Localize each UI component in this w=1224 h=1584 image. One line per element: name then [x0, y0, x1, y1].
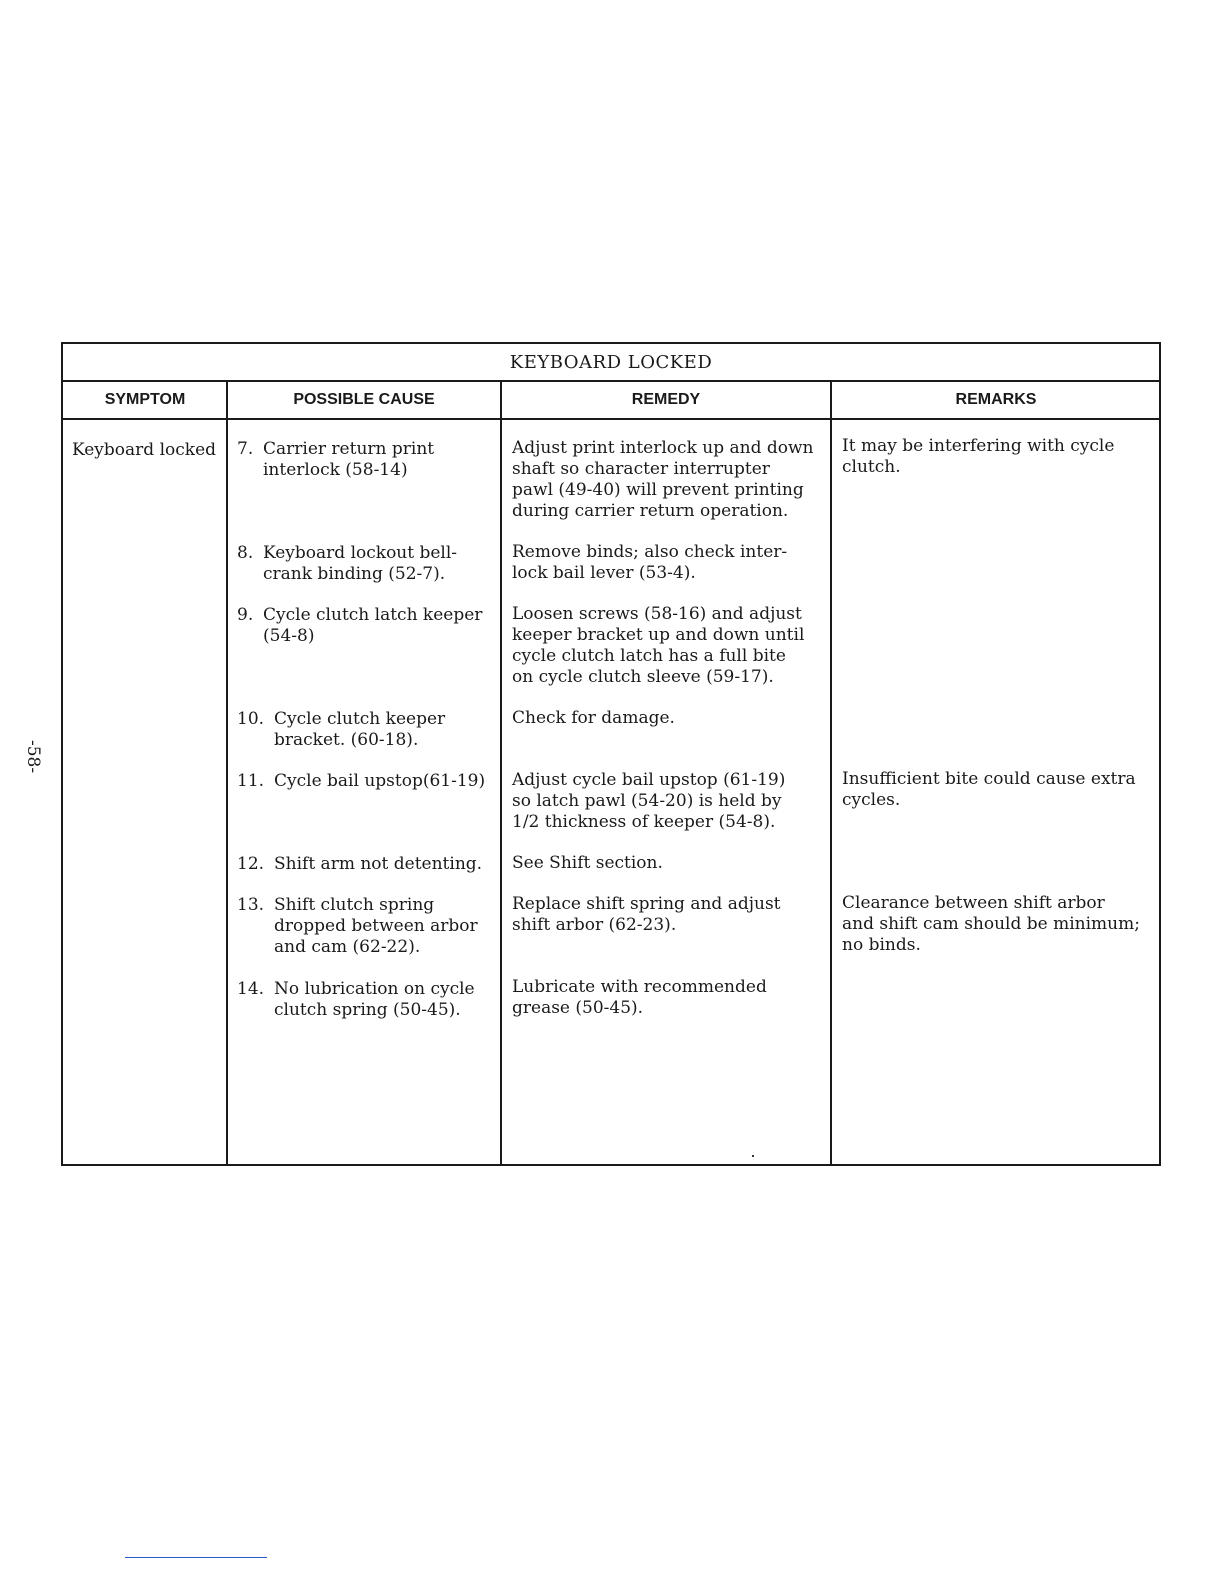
remedy-line: See Shift section. — [512, 853, 663, 873]
cause-number: 12. — [237, 854, 265, 874]
cause-cell — [237, 709, 499, 751]
remedy-line: Lubricate with recommended — [512, 977, 767, 997]
remarks-cell — [842, 893, 1162, 956]
remarks-line: no binds. — [842, 935, 921, 955]
footer-rule — [125, 1557, 267, 1558]
remedy-line: during carrier return operation. — [512, 501, 789, 521]
cause-line: interlock (58-14) — [263, 460, 408, 480]
remedy-line: cycle clutch latch has a full bite — [512, 646, 786, 666]
remedy-line: Adjust print interlock up and down — [512, 438, 814, 458]
remedy-line: Adjust cycle bail upstop (61-19) — [512, 770, 786, 790]
cause-number: 10. — [237, 709, 265, 729]
cause-line: crank binding (52-7). — [263, 564, 446, 584]
remarks-line: clutch. — [842, 457, 901, 477]
remedy-cell — [512, 438, 832, 522]
cause-line: Shift clutch spring — [274, 895, 435, 915]
remedy-cell — [512, 894, 832, 936]
cause-line: dropped between arbor — [274, 916, 478, 936]
cause-line: clutch spring (50-45). — [274, 1000, 461, 1020]
cause-cell — [237, 771, 499, 792]
remedy-cell — [512, 770, 832, 833]
remedy-line: lock bail lever (53-4). — [512, 563, 696, 583]
column-divider — [226, 382, 228, 1164]
remarks-line: Clearance between shift arbor — [842, 893, 1105, 913]
header-symptom: SYMPTOM — [104, 391, 186, 408]
remarks-line: cycles. — [842, 790, 901, 810]
remedy-line: 1/2 thickness of keeper (54-8). — [512, 812, 776, 832]
cause-cell — [237, 854, 499, 875]
cause-line: and cam (62-22). — [274, 937, 421, 957]
remarks-cell — [842, 436, 1162, 478]
cause-line: (54-8) — [263, 626, 315, 646]
cause-cell — [237, 895, 499, 958]
remedy-line: shift arbor (62-23). — [512, 915, 677, 935]
remedy-line: on cycle clutch sleeve (59-17). — [512, 667, 774, 687]
troubleshooting-table — [61, 342, 1161, 1166]
cause-line: Cycle clutch latch keeper — [263, 605, 483, 625]
cause-line: No lubrication on cycle — [274, 979, 475, 999]
cause-cell — [237, 979, 499, 1021]
remarks-cell — [842, 769, 1162, 811]
remedy-line: pawl (49-40) will prevent printing — [512, 480, 804, 500]
cause-line: bracket. (60-18). — [274, 730, 419, 750]
remedy-line: Replace shift spring and adjust — [512, 894, 781, 914]
cause-number: 7. — [237, 439, 254, 459]
cause-line: Cycle clutch keeper — [274, 709, 446, 729]
remedy-cell — [512, 708, 832, 729]
cause-line: Cycle bail upstop(61-19) — [274, 771, 486, 791]
page-number: -58- — [23, 740, 43, 774]
scan-speck — [752, 1155, 754, 1157]
remedy-cell — [512, 542, 832, 584]
column-divider — [500, 382, 502, 1164]
remedy-cell — [512, 604, 832, 688]
symptom-cell: Keyboard locked — [72, 440, 217, 460]
remarks-line: and shift cam should be minimum; — [842, 914, 1140, 934]
remedy-line: Remove binds; also check inter- — [512, 542, 788, 562]
remedy-line: keeper bracket up and down until — [512, 625, 805, 645]
cause-number: 13. — [237, 895, 265, 915]
header-possible-cause: POSSIBLE CAUSE — [293, 391, 435, 408]
table-title: KEYBOARD LOCKED — [63, 344, 1159, 382]
remedy-cell — [512, 977, 832, 1019]
cause-cell — [237, 543, 499, 585]
cause-cell — [237, 439, 499, 481]
remedy-line: Loosen screws (58-16) and adjust — [512, 604, 802, 624]
remedy-line: so latch pawl (54-20) is held by — [512, 791, 782, 811]
cause-line: Carrier return print — [263, 439, 435, 459]
header-remedy: REMEDY — [631, 391, 701, 408]
header-remarks: REMARKS — [955, 391, 1037, 408]
cause-line: Keyboard lockout bell- — [263, 543, 458, 563]
cause-number: 9. — [237, 605, 254, 625]
cause-number: 8. — [237, 543, 254, 563]
remedy-line: Check for damage. — [512, 708, 675, 728]
remarks-line: Insufficient bite could cause extra — [842, 769, 1136, 789]
cause-number: 14. — [237, 979, 265, 999]
remarks-line: It may be interfering with cycle — [842, 436, 1115, 456]
remedy-line: shaft so character interrupter — [512, 459, 770, 479]
cause-line: Shift arm not detenting. — [274, 854, 483, 874]
remedy-cell — [512, 853, 832, 874]
remedy-line: grease (50-45). — [512, 998, 644, 1018]
cause-cell — [237, 605, 499, 647]
cause-number: 11. — [237, 771, 265, 791]
